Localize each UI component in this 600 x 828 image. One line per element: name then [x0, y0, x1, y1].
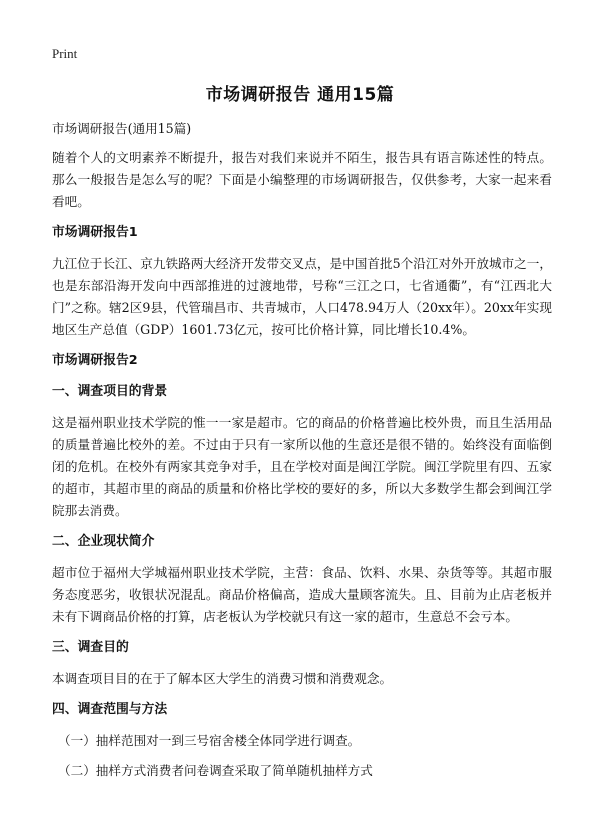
print-link[interactable]: Print	[52, 46, 78, 61]
list-item: （一）抽样范围对一到三号宿舍楼全体同学进行调查。	[58, 733, 361, 748]
document-title: 市场调研报告 通用15篇	[205, 85, 395, 105]
subheading-purpose: 三、调查目的	[52, 640, 129, 655]
list-item: （二）抽样方式消费者问卷调查采取了简单随机抽样方式	[58, 763, 373, 778]
intro-paragraph: 随着个人的文明素养不断提升，报告对我们来说并不陌生，报告具有语言陈述性的特点。那么一般报告是怎么写的呢？下面是小编整理的市场调研报告，仅供参考，大家一起来看看吧。	[52, 150, 552, 209]
document-body	[52, 118, 552, 790]
subheading-company-status: 二、企业现状简介	[52, 534, 155, 549]
section-heading-1: 市场调研报告1	[52, 225, 138, 240]
document-subtitle: 市场调研报告(通用15篇)	[52, 121, 192, 136]
company-status-paragraph: 超市位于福州大学城福州职业技术学院，主营：食品、饮料、水果、杂货等等。其超市服务态度恶劣，收银状况混乱。商品价格偏高，造成大量顾客流失。且、目前为止店老板并未有下调商品价格的打算，店老板认为学校就只有这一家的超市，生意总不会亏本。	[52, 565, 552, 624]
background-paragraph: 这是福州职业技术学院的惟一一家是超市。它的商品的价格普遍比校外贵，而且生活用品的质量普遍比校外的差。不过由于只有一家所以他的生意还是很不错的。始终没有面临倒闭的危机。在校外有两家其竞争对手，且在学校对面是闽江学院。闽江学院里有四、五家的超市，其超市里的商品的质量和价格比学校的要好的多，所以大多数学生都会到闽江学院那去消费。	[52, 415, 552, 518]
subheading-background: 一、调查项目的背景	[52, 384, 168, 399]
purpose-paragraph: 本调查项目目的在于了解本区大学生的消费习惯和消费观念。	[52, 671, 393, 686]
section-heading-2: 市场调研报告2	[52, 353, 138, 368]
section-1-paragraph: 九江位于长江、京九铁路两大经济开发带交叉点，是中国首批5个沿江对外开放城市之一，也是东部沿海开发向中西部推进的过渡地带，号称“三江之口，七省通衢”，有“江西北大门”之称。辖2区9县，代管瑞昌市、共青城市，人口478.94万人（20xx年）。20xx年实现地区生产总值（GDP）1601.73亿元，按可比价格计算，同比增长10.4%。	[52, 256, 552, 337]
subheading-scope-method: 四、调查范围与方法	[52, 702, 168, 717]
